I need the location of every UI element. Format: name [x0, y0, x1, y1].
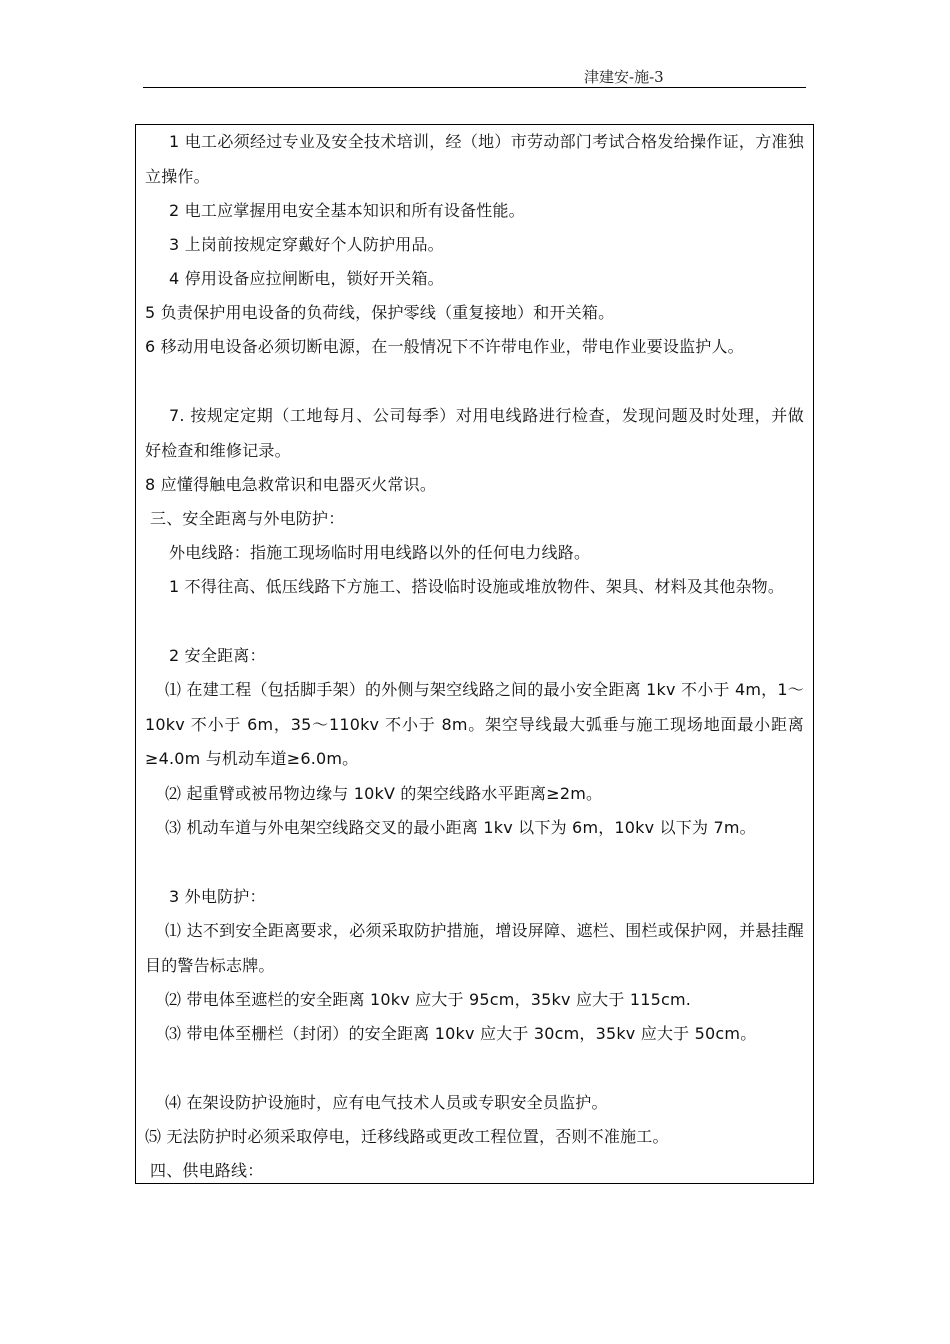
paragraph-definition: 外电线路：指施工现场临时用电线路以外的任何电力线路。: [169, 543, 591, 562]
document-code: 津建安-施-3: [584, 68, 664, 86]
paragraph-10: 2 安全距离：: [169, 646, 266, 665]
paragraph-2: 2 电工应掌握用电安全基本知识和所有设备性能。: [169, 201, 525, 220]
paragraph-6: 6 移动用电设备必须切断电源，在一般情况下不许带电作业，带电作业要设监护人。: [145, 337, 744, 356]
paragraph-3: 3 上岗前按规定穿戴好个人防护用品。: [169, 235, 444, 254]
paragraph-8: 8 应懂得触电急救常识和电器灭火常识。: [145, 475, 437, 494]
section-heading-4: 四、供电路线：: [150, 1161, 264, 1180]
paragraph-18: ⑷ 在架设防护设施时，应有电气技术人员或专职安全员监护。: [165, 1093, 608, 1112]
paragraph-9: 1 不得往高、低压线路下方施工、搭设临时设施或堆放物件、架具、材料及其他杂物。: [169, 577, 785, 596]
paragraph-15: ⑴ 达不到安全距离要求，必须采取防护措施，增设屏障、遮栏、围栏或保护网，并悬挂醒目的警告标志牌。: [145, 921, 804, 975]
paragraph-4: 4 停用设备应拉闸断电，锁好开关箱。: [169, 269, 444, 288]
paragraph-14: 3 外电防护：: [169, 887, 266, 906]
paragraph-11: ⑴ 在建工程（包括脚手架）的外侧与架空线路之间的最小安全距离 1kv 不小于 4m，1～10kv 不小于 6m，35～110kv 不小于 8m。架空导线最大弧垂与施工现场地面最小距离≥4.0m 与机动车道≥6.0m。: [145, 680, 804, 768]
section-heading-3: 三、安全距离与外电防护：: [150, 509, 345, 528]
paragraph-7: 7. 按规定定期（工地每月、公司每季）对用电线路进行检查，发现问题及时处理，并做好检查和维修记录。: [145, 406, 804, 460]
paragraph-13: ⑶ 机动车道与外电架空线路交叉的最小距离 1kv 以下为 6m，10kv 以下为 7m。: [165, 818, 756, 837]
header-divider: [143, 87, 806, 88]
paragraph-17: ⑶ 带电体至栅栏（封闭）的安全距离 10kv 应大于 30cm，35kv 应大于 50cm。: [165, 1024, 757, 1043]
paragraph-19: ⑸ 无法防护时必须采取停电，迁移线路或更改工程位置，否则不准施工。: [145, 1127, 669, 1146]
paragraph-16: ⑵ 带电体至遮栏的安全距离 10kv 应大于 95cm，35kv 应大于 115cm.: [165, 990, 692, 1009]
paragraph-1: 1 电工必须经过专业及安全技术培训，经（地）市劳动部门考试合格发给操作证，方准独立操作。: [145, 132, 804, 186]
paragraph-12: ⑵ 起重臂或被吊物边缘与 10kV 的架空线路水平距离≥2m。: [165, 784, 603, 803]
content-table-cell: [135, 124, 814, 1184]
paragraph-5: 5 负责保护用电设备的负荷线，保护零线（重复接地）和开关箱。: [145, 303, 615, 322]
